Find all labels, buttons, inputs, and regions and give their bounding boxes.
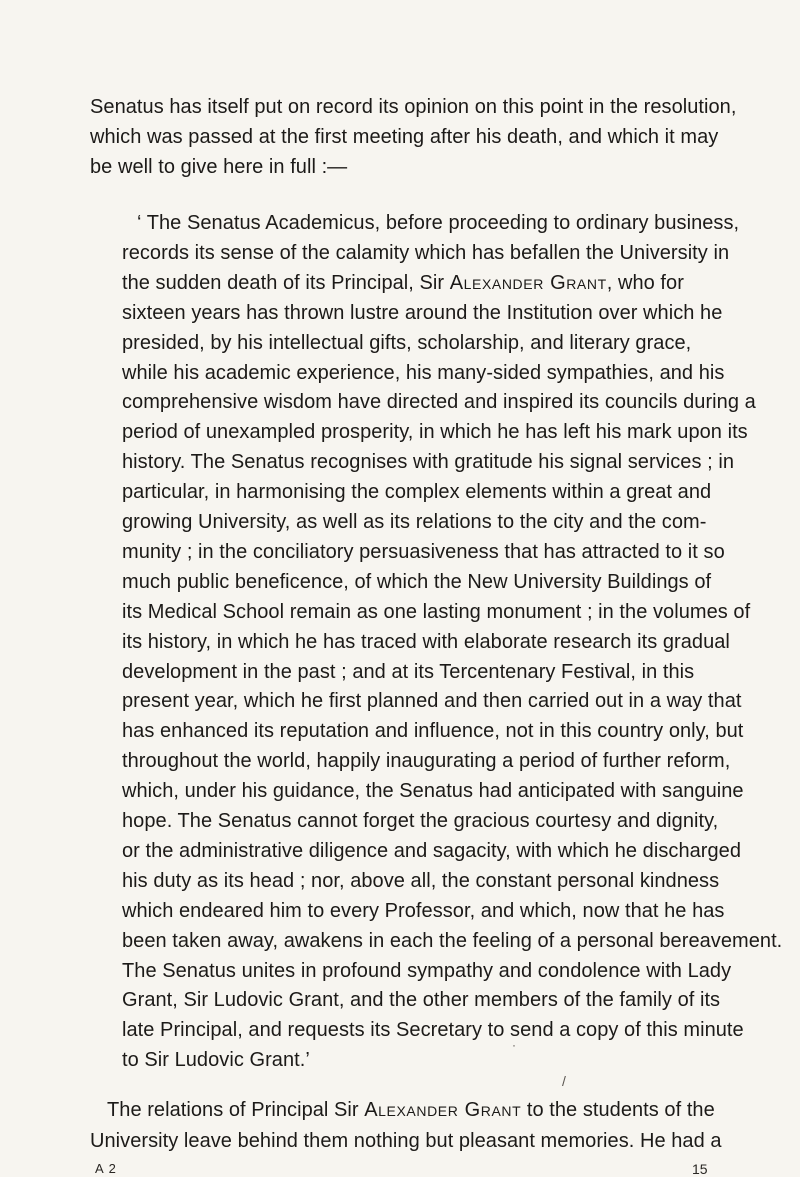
quote-line-14: its Medical School remain as one lasting monument ; in the volumes of	[122, 600, 751, 623]
quote-line-12: munity ; in the conciliatory persuasiveness that has attracted to it so	[122, 540, 725, 563]
principal-name: Alexander Grant	[449, 271, 607, 294]
quote-line-19: throughout the world, happily inaugurating a period of further reform,	[122, 750, 731, 773]
quote-line-21: hope. The Senatus cannot forget the gracious courtesy and dignity,	[122, 810, 719, 832]
closing-text: The relations of Principal Sir	[107, 1099, 365, 1122]
intro-line-3: be well to give here in full :—	[90, 156, 348, 178]
quote-line-11: growing University, as well as its relations to the city and the com-	[122, 511, 707, 533]
signature-mark: A 2	[95, 1161, 117, 1177]
quote-line-6: while his academic experience, his many-sided sympathies, and his	[122, 361, 725, 384]
closing-line-2	[90, 1128, 722, 1154]
quote-line-22: or the administrative diligence and sagacity, with which he discharged	[122, 839, 742, 862]
quote-line-15: its history, in which he has traced with elaborate research its gradual	[122, 630, 730, 653]
quote-line-24: which endeared him to every Professor, and which, now that he has	[122, 899, 725, 922]
closing-text: to the students of the	[521, 1099, 715, 1122]
quote-line-28: late Principal, and requests its Secretary to send a copy of this minute	[122, 1019, 744, 1042]
quote-line-23: his duty as its head ; nor, above all, the constant personal kindness	[122, 869, 720, 892]
scan-speck: ·	[512, 1038, 516, 1053]
quote-line-4: sixteen years has thrown lustre around the Institution over which he	[122, 301, 723, 324]
quote-line-25: been taken away, awakens in each the feeling of a personal bereavement.	[122, 929, 783, 952]
intro-line-2: which was passed at the first meeting after his death, and which it may	[90, 126, 719, 148]
quote-line-2: records its sense of the calamity which has befallen the University in	[122, 241, 730, 264]
quote-line-3: the sudden death of its Principal, Sir Alexander Grant, who for	[122, 271, 684, 294]
page-number: 15	[692, 1161, 708, 1177]
quote-line-20: which, under his guidance, the Senatus had anticipated with sanguine	[122, 780, 744, 803]
quote-line-29: to Sir Ludovic Grant.’	[122, 1049, 310, 1072]
quote-line-1: ‘ The Senatus Academicus, before proceeding to ordinary business,	[137, 212, 740, 234]
quote-line-13: much public beneficence, of which the New University Buildings of	[122, 570, 712, 593]
quote-line-18: has enhanced its reputation and influence, not in this country only, but	[122, 720, 744, 743]
quote-line-10: particular, in harmonising the complex elements within a great and	[122, 481, 712, 504]
intro-line-1: Senatus has itself put on record its opinion on this point in the resolution,	[90, 96, 737, 118]
closing-text: University leave behind them nothing but pleasant memories. He had a	[90, 1130, 722, 1153]
scan-speck: /	[562, 1073, 566, 1090]
principal-name: Alexander Grant	[364, 1099, 522, 1122]
quote-line-9: history. The Senatus recognises with gratitude his signal services ; in	[122, 451, 734, 474]
quote-line-27: Grant, Sir Ludovic Grant, and the other members of the family of its	[122, 989, 721, 1012]
quote-line-16: development in the past ; and at its Tercentenary Festival, in this	[122, 660, 695, 683]
quote-line-5: presided, by his intellectual gifts, scholarship, and literary grace,	[122, 331, 692, 354]
quote-line-26: The Senatus unites in profound sympathy and condolence with Lady	[122, 959, 732, 982]
quote-line-7: comprehensive wisdom have directed and inspired its councils during a	[122, 391, 756, 414]
quote-line-17: present year, which he first planned and then carried out in a way that	[122, 690, 742, 713]
quote-line-8: period of unexampled prosperity, in which he has left his mark upon its	[122, 421, 748, 444]
closing-line-1	[107, 1097, 715, 1123]
